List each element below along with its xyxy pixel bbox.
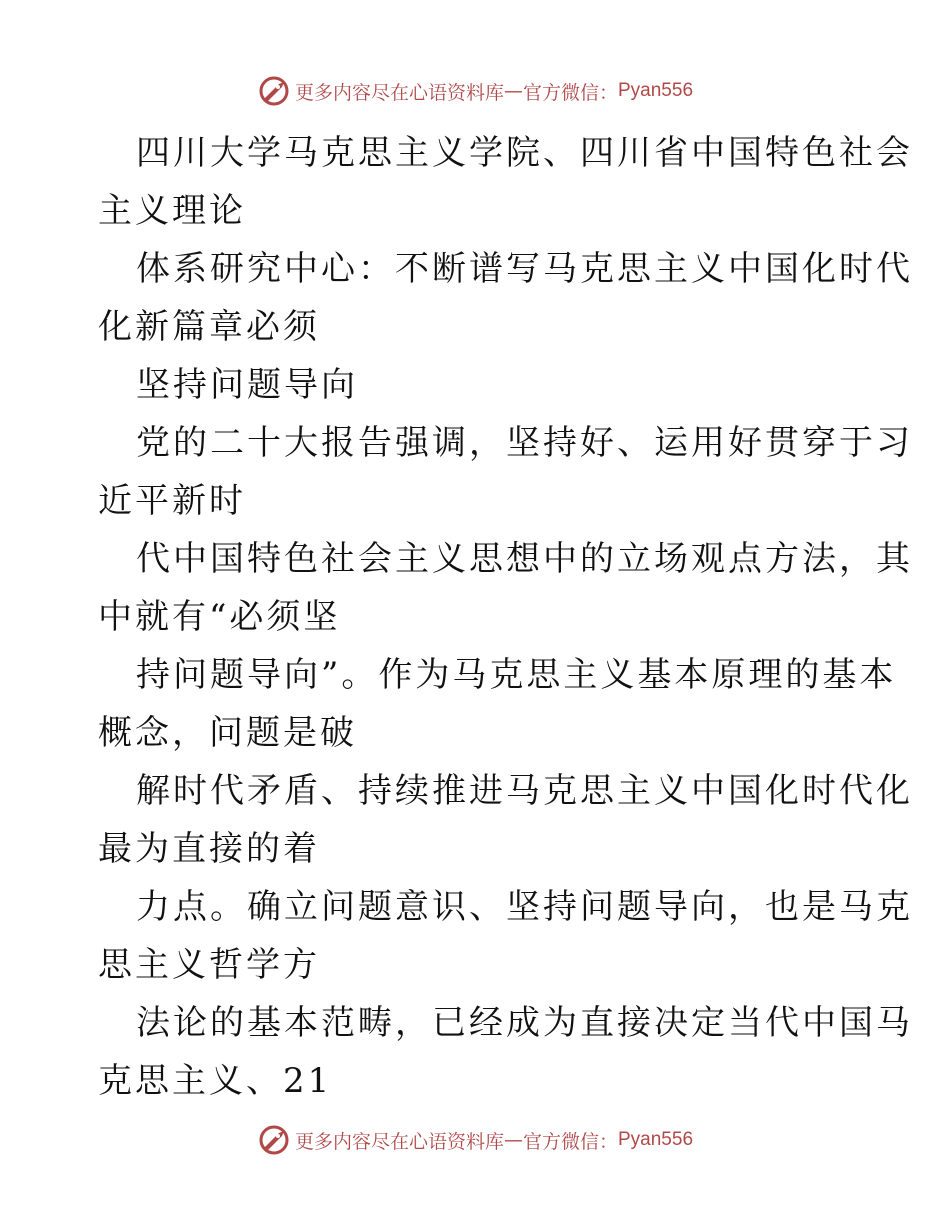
text-line: 概念，问题是破 [98,713,357,753]
text-line: 党的二十大报告强调，坚持好、运用好贯穿于习 [136,423,913,463]
watermark-dash: — [503,80,523,102]
watermark-dash: — [503,1129,523,1151]
text-line: 力点。确立问题意识、坚持问题导向，也是马克 [136,887,913,927]
text-line: 持问题导向”。作为马克思主义基本原理的基本 [136,655,897,695]
watermark-wechat-label: 官方微信： [522,1130,618,1153]
text-line: 化新篇章必须 [98,307,320,347]
page-footer-watermark [0,1120,950,1160]
text-line: 解时代矛盾、持续推进马克思主义中国化时代化 [136,771,913,811]
text-line: 克思主义、21 [98,1061,333,1101]
watermark-wechat-label: 官方微信： [522,81,618,104]
watermark-title: 更多内容尽在心语资料库 [294,1130,504,1153]
document-body [98,124,913,1110]
text-line: 坚持问题导向 [136,365,358,405]
watermark-wechat-id: Pyan556 [618,80,694,101]
text-line: 中就有“必须坚 [98,597,341,637]
text-line: 法论的基本范畴，已经成为直接决定当代中国马 [136,1003,913,1043]
text-line: 思主义哲学方 [98,945,320,985]
text-line: 近平新时 [98,481,246,521]
pen-logo-icon [257,1123,291,1157]
text-line: 体系研究中心：不断谱写马克思主义中国化时代 [136,249,913,289]
page-header-watermark [0,71,950,111]
text-line: 代中国特色社会主义思想中的立场观点方法，其 [136,539,913,579]
watermark-wechat-id: Pyan556 [618,1129,694,1150]
text-line: 主义理论 [98,191,246,231]
text-line: 最为直接的着 [98,829,320,869]
pen-logo-icon [257,74,291,108]
text-line: 四川大学马克思主义学院、四川省中国特色社会 [136,133,913,173]
watermark-title: 更多内容尽在心语资料库 [294,81,504,104]
